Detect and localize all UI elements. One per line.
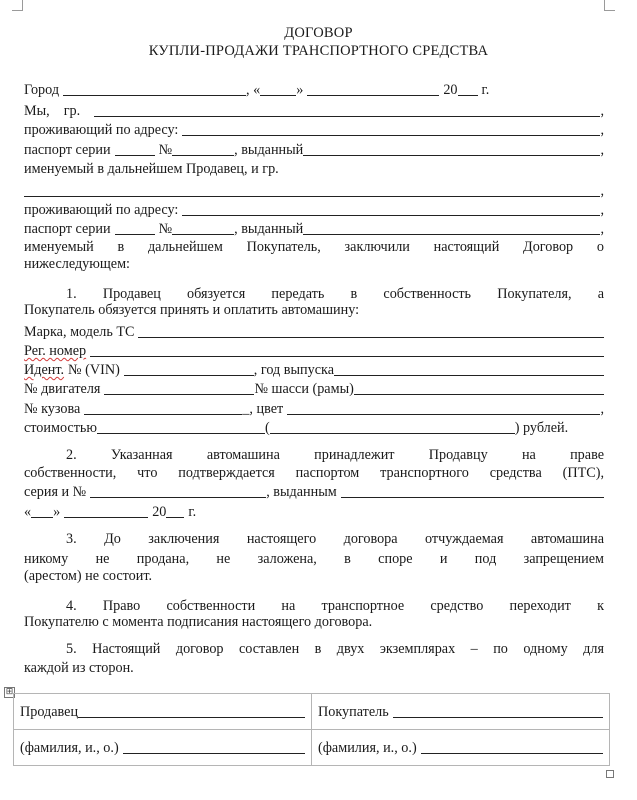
month-field[interactable] <box>307 94 439 96</box>
body-number-field[interactable] <box>84 413 242 415</box>
pts-series-line: серия и № , выданным <box>24 483 604 501</box>
manufacture-year-field[interactable] <box>334 374 604 376</box>
clause-1-line-1: 1. Продавец обязуется передать в собственность Покупателя, а <box>66 286 604 302</box>
clause-3-line-1: 3. До заключения настоящего договора отчуждаемая автомашина <box>66 531 604 547</box>
signature-table <box>13 693 610 766</box>
clause-5-line-2: каждой из сторон. <box>24 660 134 676</box>
pts-series-field[interactable] <box>90 496 266 498</box>
seller-name-field[interactable] <box>94 115 600 117</box>
cost-digits-field[interactable] <box>97 432 265 434</box>
city-field[interactable] <box>63 94 246 96</box>
engine-number-field[interactable] <box>104 393 254 395</box>
buyer-signature-cell: Покупатель <box>312 694 610 730</box>
we-citizen-line: Мы, гр. , <box>24 103 604 119</box>
clause-2-line-1: 2. Указанная автомашина принадлежит Продавцу на праве <box>66 447 604 463</box>
cost-words-field[interactable] <box>270 432 515 434</box>
make-model-line: Марка, модель ТС <box>24 323 604 341</box>
buyer-passport-line: паспорт серии № , выданный , <box>24 221 604 237</box>
seller-passport-number-field[interactable] <box>172 154 234 156</box>
margin-corner-mark-right <box>604 0 615 11</box>
pts-date-line: « » 20 г. <box>24 504 197 520</box>
city-label: Город <box>24 82 60 98</box>
chassis-number-field[interactable] <box>354 393 604 395</box>
clause-1-line-2: Покупатель обязуется принять и оплатить автомашину: <box>24 302 360 318</box>
cost-line: стоимостью ( ) рублей. <box>24 420 569 436</box>
pts-year-field[interactable] <box>166 516 184 518</box>
ident-year-line: Идент. № (VIN) , год выпуска <box>24 361 604 379</box>
seller-name-cell: (фамилия, и., о.) <box>14 730 312 766</box>
seller-passport-series-field[interactable] <box>115 154 155 156</box>
clause-4-line-1: 4. Право собственности на транспортное средство переходит к <box>66 598 604 614</box>
clause-3-line-2: никому не продана, не заложена, в споре и под запрещением <box>24 551 604 567</box>
seller-signature-field[interactable] <box>78 716 305 718</box>
seller-signature-cell: Продавец <box>14 694 312 730</box>
seller-address-line: проживающий по адресу: , <box>24 122 604 138</box>
buyer-passport-issuer-field[interactable] <box>303 233 600 235</box>
clause-5-line-1: 5. Настоящий договор составлен в двух экземплярах – по одному для <box>66 641 604 657</box>
day-field[interactable] <box>260 94 296 96</box>
city-date-line: Город , « » 20 г. <box>24 82 490 98</box>
document-title: ДОГОВОР <box>284 25 353 41</box>
buyer-passport-series-field[interactable] <box>115 233 155 235</box>
buyer-name-line: , <box>24 182 604 200</box>
clause-4-line-2: Покупателю с момента подписания настоящего договора. <box>24 614 373 630</box>
body-color-line: № кузова _, цвет , <box>24 401 604 417</box>
engine-chassis-line: № двигателя № шасси (рамы) <box>24 380 604 398</box>
buyer-address-field[interactable] <box>182 214 600 216</box>
reg-number-field[interactable] <box>90 355 604 357</box>
pts-day-field[interactable] <box>31 516 53 518</box>
buyer-name-cell: (фамилия, и., о.) <box>312 730 610 766</box>
clause-2-line-2: собственности, что подтверждается паспортом транспортного средства (ПТС), <box>24 465 604 481</box>
color-field[interactable] <box>287 413 600 415</box>
buyer-name-field[interactable] <box>24 195 600 197</box>
seller-passport-line: паспорт серии № , выданный , <box>24 142 604 158</box>
seller-address-field[interactable] <box>182 134 600 136</box>
buyer-intro-line: именуемый в дальнейшем Покупатель, заключили настоящий Договор о <box>24 239 604 255</box>
year-field[interactable] <box>458 94 478 96</box>
buyer-fullname-field[interactable] <box>421 752 603 754</box>
buyer-intro-continuation: нижеследующем: <box>24 256 130 272</box>
seller-passport-issuer-field[interactable] <box>303 154 600 156</box>
make-model-field[interactable] <box>138 336 604 338</box>
reg-number-line: Рег. номер <box>24 342 604 360</box>
table-move-icon[interactable]: ⊞ <box>5 687 14 697</box>
clause-3-line-3: (арестом) не состоит. <box>24 568 153 584</box>
vin-field[interactable] <box>124 374 254 376</box>
buyer-address-line: проживающий по адресу: , <box>24 202 604 218</box>
buyer-passport-number-field[interactable] <box>172 233 234 235</box>
seller-fullname-field[interactable] <box>123 752 305 754</box>
seller-intro-line: именуемый в дальнейшем Продавец, и гр. <box>24 161 279 177</box>
pts-issuer-field[interactable] <box>341 496 604 498</box>
document-subtitle: КУПЛИ-ПРОДАЖИ ТРАНСПОРТНОГО СРЕДСТВА <box>148 43 489 59</box>
table-resize-handle[interactable] <box>606 770 614 778</box>
buyer-signature-field[interactable] <box>393 716 603 718</box>
pts-month-field[interactable] <box>64 516 148 518</box>
margin-corner-mark-left <box>12 0 23 11</box>
